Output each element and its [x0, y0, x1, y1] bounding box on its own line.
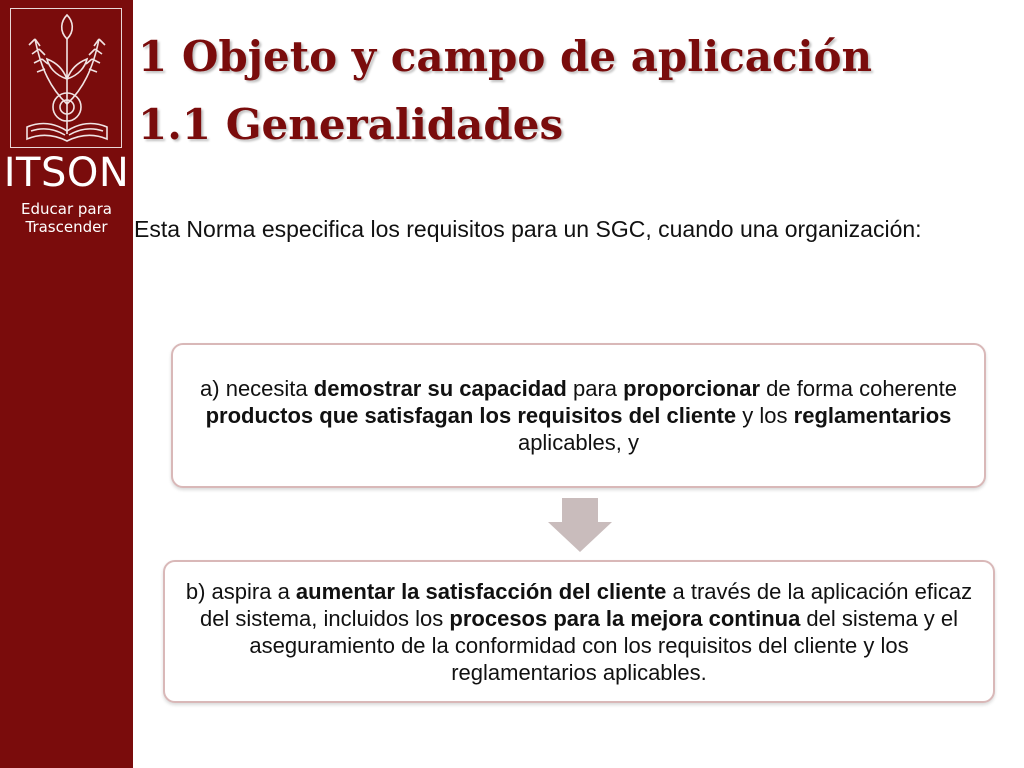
intro-text: Esta Norma especifica los requisitos para un SGC, cuando una organización:	[134, 216, 922, 242]
tagline-line2: Trascender	[25, 218, 108, 236]
sidebar	[0, 0, 133, 768]
page-title: 1 Objeto y campo de aplicación	[138, 32, 873, 81]
down-arrow-icon	[548, 498, 612, 554]
brand-name: ITSON	[3, 150, 130, 196]
requirement-b-text: b) aspira a aumentar la satisfacción del cliente a través de la aplicación eficaz del sistema, incluidos los procesos para la mejora continua del sistema y el aseguramiento de la conformidad con los requisitos del cliente y los reglamentarios aplicables.	[185, 578, 973, 685]
itson-emblem-icon	[10, 8, 122, 148]
page-subtitle: 1.1 Generalidades	[138, 100, 564, 149]
tagline-line1: Educar para	[21, 200, 112, 218]
requirement-box-b	[163, 560, 995, 703]
requirement-box-a	[171, 343, 986, 488]
requirement-a-text: a) necesita demostrar su capacidad para proporcionar de forma coherente productos que satisfagan los requisitos del cliente y los reglamentarios aplicables, y	[200, 376, 957, 455]
